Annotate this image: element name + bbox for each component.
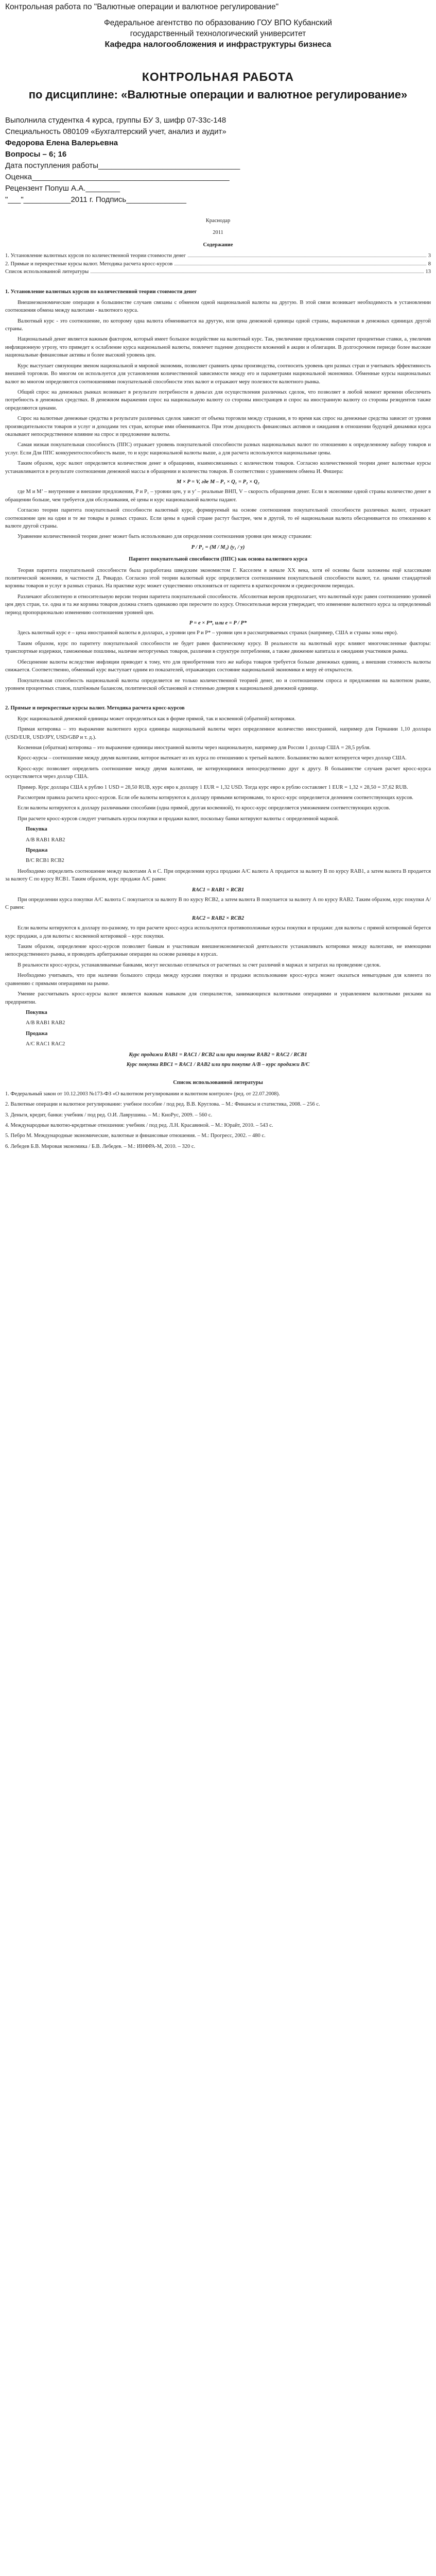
bibliography-item: 4. Международные валютно-кредитные отношения: учебник / под ред. Л.Н. Красавиной. – М.: Юрайт, 2010. – 543 с. bbox=[5, 1122, 273, 1128]
paragraph: Если валюты котируются к доллару различными способами (одна прямой, другая косвенной), то кросс-курс определяется умножением соответствующих курсов. bbox=[18, 805, 390, 811]
specialty-line: Специальность 080109 «Бухгалтерский учет, анализ и аудит» bbox=[5, 127, 226, 136]
author-name: Федорова Елена Валерьевна bbox=[5, 139, 118, 147]
table-of-contents bbox=[5, 252, 431, 276]
bibliography-item: 6. Лебедев Б.В. Мировая экономика / Б.В. Лебедев. – М.: ИНФРА-М, 2010. – 320 с. bbox=[5, 1143, 196, 1149]
paragraph: Согласно теории паритета покупательной способности валютный курс, формируемый на основе соотношения покупательной способности различных валют, отражает соотношение цен на одни и те же товары в разных странах. Если цены в одной стране растут быстрее, чем в другой, то её национальная валюта обесценивается по отношению к валюте другой страны. bbox=[5, 507, 431, 529]
formula-sell-rate: RAC1 = RAB1 × RCB1 bbox=[191, 887, 245, 893]
paragraph: Необходимо определить соотношение между валютами А и С. При определении курса продажи А/С валюта А продается за валюту В по курсу RAB1, а затем валюта В продается за валюту С по курсу RCB1. Таким образом, курс продажи А/С равен: bbox=[5, 868, 431, 883]
formula-final-buy: Курс покупки RBC1 = RAC1 / RAB2 или при покупке А/В – курс продажи В/С bbox=[126, 1061, 310, 1067]
paragraph: Прямая котировка – это выражение валютного курса единицы национальной валюты через определенное количество иностранной, например для Германии 1,10 доллара (USD/EUR, USD/JPY, USD/GBP и т. д.). bbox=[5, 726, 431, 740]
formula-buy-rate: RAC2 = RAB2 × RCB2 bbox=[191, 915, 245, 921]
paragraph: Кросс-курс позволяет определить соотношение между двумя валютами, не котирующимися непосредственно друг к другу. В большинстве случаев расчет кросс-курса осуществляется через доллар США. bbox=[5, 766, 431, 780]
paragraph: Курс выступает связующим звеном национальной и мировой экономик, позволяет сравнить цены производства, соотносить уровень цен разных стран и учитывать эффективность внешней торговли. Во многом он используется для установления количественной зависимости между его и параметрами национальной экономики. Обменные курсы национальных валют во многом определяются соотношениями покупательной способности этих валют и отражают меру полезности валютного рынка. bbox=[5, 363, 431, 385]
buy-label: Покупка bbox=[26, 826, 47, 833]
sell-label: Продажа bbox=[26, 848, 48, 853]
formula-ppp: P = e × P*, или e = P / P* bbox=[189, 620, 247, 626]
bibliography-item: 1. Федеральный закон от 10.12.2003 №173-ФЗ «О валютном регулировании и валютном контроле» (ред. от 22.07.2008). bbox=[5, 1091, 280, 1097]
bibliography-item: 3. Деньги, кредит, банки: учебник / под ред. О.И. Лаврушина. – М.: КноРус, 2009. – 560 с. bbox=[5, 1112, 213, 1118]
toc-item[interactable]: Список использованной литературы 13 bbox=[5, 269, 431, 275]
paragraph: Уравнение количественной теории денег может быть использовано для определения соотношения уровня цен между странами: bbox=[18, 534, 312, 540]
variant-line: Вопросы – 6; 16 bbox=[5, 150, 67, 159]
paragraph: Обесценение валюты вследствие инфляции приводит к тому, что для приобретения того же набора товаров требуется больше денежных единиц, а внешняя стоимость валюты снижается. Соответственно, обменный курс выступает одним из показателей, отражающих состояние национальной экономики и меру её открытости. bbox=[5, 659, 431, 673]
paragraph: В реальности кросс-курсы, устанавливаемые банками, могут несколько отличаться от расчетных за счет различий в маржах и затратах на проведение сделок. bbox=[18, 962, 381, 968]
bibliography-item: 5. Пебро М. Международные экономические, валютные и финансовые отношения. – М.: Прогресс, 2002. – 480 с. bbox=[5, 1133, 266, 1139]
sell-value: В/С RCB1 RCB2 bbox=[26, 858, 64, 864]
paragraph: Косвенная (обратная) котировка – это выражение единицы иностранной валюты через национальную, например для России 1 доллар США = 28,5 рубля. bbox=[18, 744, 371, 751]
grade-line: Оценка______________________________________________ bbox=[5, 173, 230, 181]
paragraph: Покупательная способность национальной валюты определяется не только количественной теорией денег, но и соотношением спроса и предложения на валютном рынке, уровнем процентных ставок, платёжным балансом, политической обстановкой и степенью доверия к национальной денежной единице. bbox=[5, 677, 431, 691]
paragraph: Здесь валютный курс e – цена иностранной валюты в долларах, а уровни цен P и P* – уровни цен в рассматриваемых странах (например, США и страны зоны евро). bbox=[18, 630, 398, 636]
formula-price-ratio: P / P₁ = (M / M₁) (y₁ / y) bbox=[191, 544, 245, 550]
paragraph: Валютный курс - это соотношение, по которому одна валюта обменивается на другую, или цена денежной единицы одной страны, выраженная в денежных единицах другой страны. bbox=[5, 318, 431, 332]
toc-heading: Содержание bbox=[203, 242, 233, 248]
section-1-heading: 1. Установление валютных курсов по количественной теории стоимости денег bbox=[5, 289, 197, 295]
bibliography-heading: Список использованной литературы bbox=[173, 1080, 263, 1086]
bibliography-item: 2. Валютные операции и валютное регулирование: учебное пособие / под ред. В.В. Круглова. – М.: Финансы и статистика, 2008. – 256 с. bbox=[5, 1101, 320, 1108]
document-title: Контрольная работа по "Валютные операции и валютное регулирование" bbox=[5, 3, 279, 11]
buy-label: Покупка bbox=[26, 1009, 47, 1015]
sell-value: А/С RAC1 RAC2 bbox=[26, 1041, 65, 1047]
paragraph: Необходимо учитывать, что при наличии большого спреда между курсами покупки и продажи использование кросс-курса может оказаться невыгодным для клиента по сравнению с прямыми операциями на рынке. bbox=[5, 973, 431, 987]
paragraph: Кросс-курсы – соотношение между двумя валютами, которое вытекает из их курса по отношению к третьей валюте. Большинство валют котируется через доллар США. bbox=[18, 755, 407, 761]
agency-name: Федеральное агентство по образованию ГОУ ВПО Кубанский государственный технологический университет bbox=[103, 19, 333, 38]
paragraph: Спрос на валютные денежные средства в результате различных сделок зависит от объема торговли между странами, в то время как спрос на денежные средства зависит от уровня производительности товаров и услуг и доходами тех стран, которые ими обмениваются. При этом доходность финансовых активов и ожидания в отношении будущей динамики курса оказывают непосредственное влияние на спрос и предложение валюты. bbox=[5, 416, 431, 437]
paragraph: Курс национальной денежной единицы может определяться как в форме прямой, так и косвенной (обратной) котировки. bbox=[18, 716, 296, 722]
paragraph: Если валюты котируются к доллару по-разному, то при расчете кросс-курса используются противоположные курсы покупки и продажи: для валюты с прямой котировкой берется курс продажи, а для валюты с косвенной котировкой – курс покупки. bbox=[5, 925, 431, 939]
toc-item[interactable]: 1. Установление валютных курсов по количественной теории стоимости денег 3 bbox=[5, 253, 431, 259]
paragraph: Внешнеэкономические операции в большинстве случаев связаны с обменом одной национальной валюты на другую. В этой связи возникает необходимость в установлении соотношения обмена между валютами - валютного курса. bbox=[5, 299, 431, 314]
section-2-heading: 2. Прямые и перекрестные курсы валют. Методика расчета кросс-курсов bbox=[5, 705, 185, 711]
paragraph: Общий спрос на денежных рынках возникает в результате потребности в деньгах для осуществления различных сделок, что позволяет в любой момент времени обеспечить потребность в денежных средствах. В денежном выражении спрос на национальную валюту со стороны иностранцев и спрос на иностранную валюту со стороны резидентов также определяются ценами. bbox=[5, 389, 431, 411]
paragraph: Таким образом, курс валют определяется количеством денег в обращении, взаимосвязанных с количеством товаров. Согласно количественной теории денег валютные курсы устанавливаются в результате соотношения денежной массы в обращении и количества товаров. В соответствии с уравнением обмена И. Фишера: bbox=[5, 461, 431, 474]
student-line: Выполнила студентка 4 курса, группы БУ 3, шифр 07-33с-148 bbox=[5, 116, 226, 125]
paragraph: Таким образом, курс по паритету покупательной способности не будет равен фактическому курсу. В реальности на валютный курс влияют многочисленные факторы: транспортные издержки, таможенные пошлины, наличие неторгуемых товаров, различия в структуре потребления, а также движение капитала и ожидания участников рынка. bbox=[5, 640, 431, 655]
reviewer-line: Рецензент Попуш А.А.________ bbox=[5, 184, 120, 193]
paragraph: где M и M’ – внутренние и внешние предложения, P и P₁ – уровни цен, y и y’ – реальные ВНП, V – скорость обращения денег. Если в экономике одной страны количество денег в обращении больше, чем требуется для обслуживания, её цены и курс национальной валюты падают. bbox=[5, 489, 431, 503]
toc-item[interactable]: 2. Прямые и перекрестные курсы валют. Методика расчета кросс-курсов 8 bbox=[5, 261, 431, 267]
paragraph: При расчете кросс-курсов следует учитывать курсы покупки и продажи валют, поскольку банки котируют валюты с определенной маржой. bbox=[18, 816, 339, 822]
paragraph: При определении курса покупки А/С валюта С покупается за валюту В по курсу RCB2, а затем валюта В покупается за валюту А по курсу RAB2. Таким образом, курс покупки А/С равен: bbox=[5, 897, 431, 911]
department-name: Кафедра налогообложения и инфраструктуры бизнеса bbox=[104, 40, 332, 49]
ppp-heading: Паритет покупательной способности (ППС) как основа валютного курса bbox=[128, 556, 308, 563]
sell-label: Продажа bbox=[26, 1030, 48, 1037]
example: Пример. Курс доллара США к рублю 1 USD = 28,50 RUB, курс евро к доллару 1 EUR = 1,32 USD. Тогда курс евро к рублю составляет 1 EUR = 1,32 × 28,50 = 37,62 RUB. bbox=[18, 784, 408, 790]
paragraph: Национальный денег является важным фактором, который имеет большое воздействие на валютный курс. Так, увеличение предложения сократит процентные ставки, а, увеличив инфляционную угрозу, что приведет к ослабление курса национальной валюты, повлечет падение доходности вложений в акции и облигации. В долгосрочном периоде более высокие национальные финансовые активы и более высокий уровень цен. bbox=[5, 336, 431, 359]
submitted-date-line: Дата поступления работы_________________________________ bbox=[5, 161, 240, 170]
paragraph: Таким образом, определение кросс-курсов позволяет банкам и участникам внешнеэкономической деятельности устанавливать котировки между валютами, не имеющими непосредственного рынка, и проводить арбитражные операции на основе разницы в курсах. bbox=[5, 944, 431, 958]
paragraph: Самая низкая покупательная способность (ППС) отражает уровень покупательной способности разных национальных валют по отношению к определенному набору товаров и услуг. Если Для ППС конкурентоспособность выше, то и курс национальной валюты выше, а для расчета используются национальные цены. bbox=[5, 442, 431, 456]
formula-final-sell: Курс продажи RAB1 = RAC1 / RCB2 или при покупке RAB2 = RAC2 / RCB1 bbox=[129, 1052, 307, 1058]
city: Краснодар bbox=[205, 218, 231, 224]
work-discipline: по дисциплине: «Валютные операции и валютное регулирование» bbox=[28, 88, 408, 101]
year: 2011 bbox=[213, 230, 223, 236]
formula-exchange-equation: M × P = V, где М – P₁ × Q₁ = P₂ × Q₂ bbox=[176, 479, 260, 485]
document bbox=[0, 0, 436, 1150]
paragraph: Различают абсолютную и относительную версии теории паритета покупательной способности. Абсолютная версия предполагает, что валютный курс равен соотношению уровней цен двух стран, т.е. одна и та же корзина товаров должна стоить одинаково при пересчете по курсу. Относительная версия утверждает, что изменение валютного курса за определенный период пропорционально изменению соотношения уровней цен. bbox=[5, 594, 431, 616]
buy-value: А/В RAB1 RAB2 bbox=[26, 837, 65, 843]
signature-date-line: "___"___________2011 г. Подпись______________ bbox=[5, 195, 186, 204]
paragraph: Рассмотрим правила расчета кросс-курсов. Если обе валюты котируются к доллару прямыми котировками, то кросс-курс определяется делением соответствующих курсов. bbox=[18, 794, 413, 801]
work-kind: КОНТРОЛЬНАЯ РАБОТА bbox=[142, 70, 294, 83]
buy-value: А/В RAB1 RAB2 bbox=[26, 1020, 65, 1026]
paragraph: Умение рассчитывать кросс-курсы валют является важным навыком для специалистов, занимающихся валютными операциями и управлением валютными рисками на предприятии. bbox=[5, 991, 431, 1005]
paragraph: Теория паритета покупательной способности была разработана шведским экономистом Г. Касселем в начале XX века, хотя её основы были заложены ещё классиками политической экономии, в частности Д. Рикардо. Согласно этой теории валютный курс определяется соотношением покупательной способности валют, т.е. ценами стандартной корзины товаров и услуг в разных странах. На практике курс может существенно отклоняться от паритета в краткосрочном и среднесрочном периодах. bbox=[5, 567, 431, 589]
bibliography-list bbox=[5, 1090, 431, 1150]
